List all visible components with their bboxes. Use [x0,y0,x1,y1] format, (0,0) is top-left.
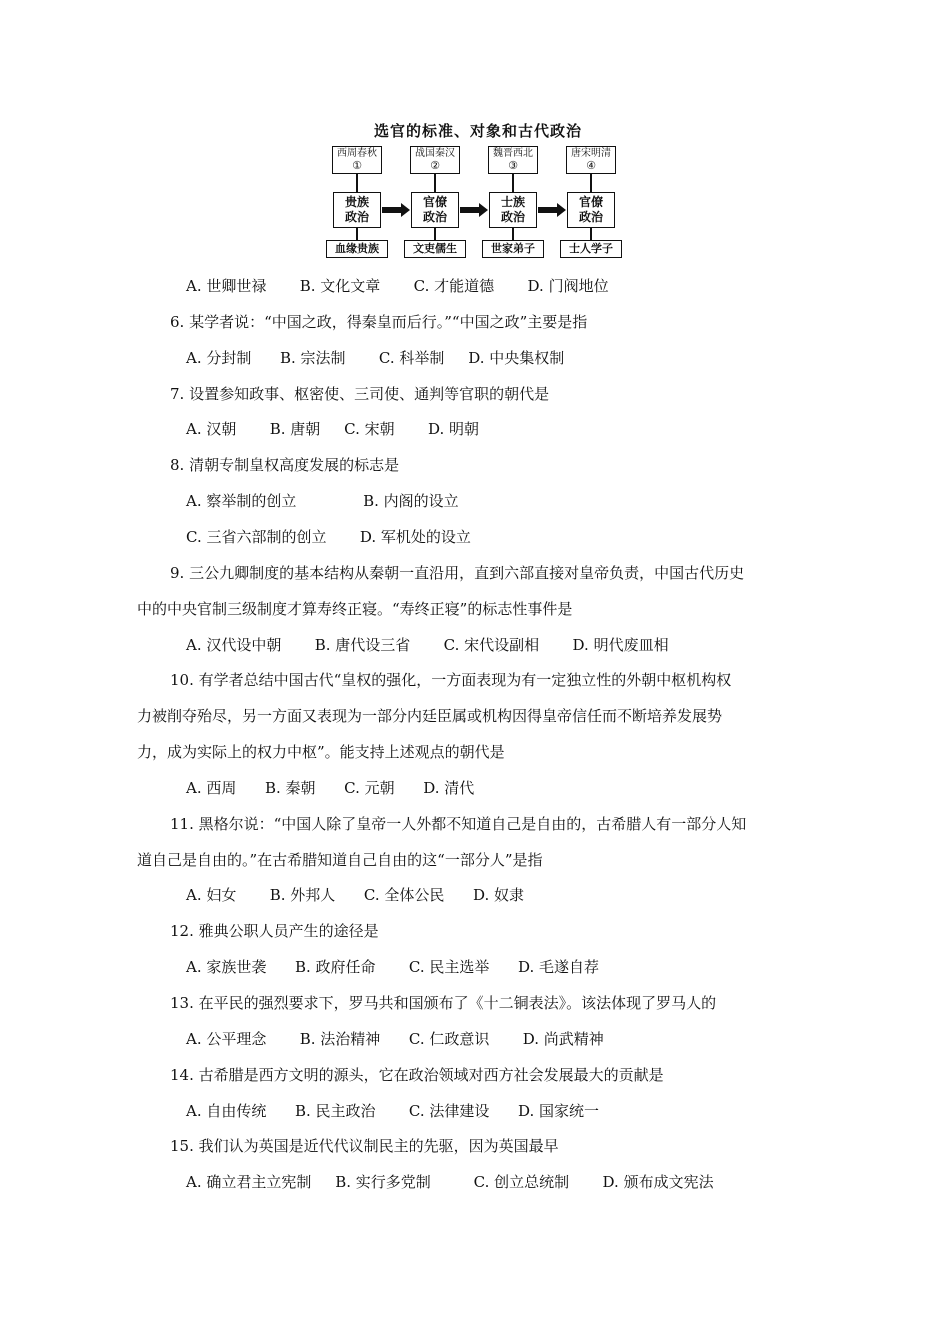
object-box: 士人学子 [560,240,622,258]
connector-line [434,174,436,192]
question-line: 8. 清朝专制皇权高度发展的标志是 [170,456,400,474]
system-label: 官僚 政治 [578,195,603,224]
arrow-icon [538,205,568,215]
period-number: ② [430,159,440,172]
connector-line [356,174,358,192]
system-box [489,192,537,228]
question-line: 9. 三公九卿制度的基本结构从秦朝一直沿用，直到六部直接对皇帝负责，中国古代历史 [170,564,745,582]
period-name: 西周春秋 [337,148,377,159]
connector-line [512,174,514,192]
selection-diagram [318,118,638,263]
question-line: 7. 设置参知政事、枢密使、三司使、通判等官职的朝代是 [170,385,550,403]
system-label: 士族 政治 [500,195,525,224]
answer-options: A. 察举制的创立 B. 内阁的设立 [186,492,459,510]
arrow-icon [382,205,412,215]
system-box [567,192,615,228]
diagram-title: 选官的标准、对象和古代政治 [373,122,582,140]
question-line: 15. 我们认为英国是近代代议制民主的先驱，因为英国最早 [170,1137,559,1155]
period-name: 魏晋西北 [493,148,533,159]
arrow-icon [460,205,490,215]
object-box: 文吏儒生 [404,240,466,258]
period-box [488,146,538,174]
answer-options: A. 汉代设中朝 B. 唐代设三省 C. 宋代设副相 D. 明代废皿相 [186,636,669,654]
answer-options: A. 分封制 B. 宗法制 C. 科举制 D. 中央集权制 [186,349,565,367]
question-line: 6. 某学者说：“中国之政，得秦皇而后行。”“中国之政”主要是指 [170,313,588,331]
system-label: 贵族 政治 [344,195,369,224]
connector-line [356,228,358,240]
connector-line [590,174,592,192]
question-line: 11. 黑格尔说：“中国人除了皇帝一人外都不知道自己是自由的，古希腊人有一部分人知 [170,815,747,833]
answer-options: A. 世卿世禄 B. 文化文章 C. 才能道德 D. 门阀地位 [186,277,609,295]
question-continuation: 力，成为实际上的权力中枢”。能支持上述观点的朝代是 [137,743,505,761]
answer-options: C. 三省六部制的创立 D. 军机处的设立 [186,528,471,546]
period-box [410,146,460,174]
answer-options: A. 自由传统 B. 民主政治 C. 法律建设 D. 国家统一 [186,1102,600,1120]
period-box [332,146,382,174]
period-name: 战国秦汉 [415,148,455,159]
question-line: 10. 有学者总结中国古代“皇权的强化，一方面表现为有一定独立性的外朝中枢机构权 [170,671,732,689]
period-number: ③ [508,159,518,172]
system-box [411,192,459,228]
connector-line [434,228,436,240]
answer-options: A. 西周 B. 秦朝 C. 元朝 D. 清代 [186,779,475,797]
period-number: ① [352,159,362,172]
question-continuation: 中的中央官制三级制度才算寿终正寝。“寿终正寝”的标志性事件是 [137,600,573,618]
system-label: 官僚 政治 [422,195,447,224]
period-name: 唐宋明清 [571,148,611,159]
question-line: 13. 在平民的强烈要求下，罗马共和国颁布了《十二铜表法》。该法体现了罗马人的 [170,994,717,1012]
period-box [566,146,616,174]
question-line: 12. 雅典公职人员产生的途径是 [170,922,379,940]
object-box: 世家弟子 [482,240,544,258]
answer-options: A. 确立君主立宪制 B. 实行多党制 C. 创立总统制 D. 颁布成文宪法 [186,1173,714,1191]
question-continuation: 力被削夺殆尽，另一方面又表现为一部分内廷臣属或机构因得皇帝信任而不断培养发展势 [137,707,723,725]
answer-options: A. 公平理念 B. 法治精神 C. 仁政意识 D. 尚武精神 [186,1030,604,1048]
question-line: 14. 古希腊是西方文明的源头，它在政治领域对西方社会发展最大的贡献是 [170,1066,664,1084]
object-box: 血缘贵族 [326,240,388,258]
question-continuation: 道自己是自由的。”在古希腊知道自己自由的这“一部分人”是指 [137,851,543,869]
connector-line [512,228,514,240]
connector-line [590,228,592,240]
answer-options: A. 汉朝 B. 唐朝 C. 宋朝 D. 明朝 [186,420,480,438]
period-number: ④ [586,159,596,172]
answer-options: A. 家族世袭 B. 政府任命 C. 民主选举 D. 毛遂自荐 [186,958,600,976]
answer-options: A. 妇女 B. 外邦人 C. 全体公民 D. 奴隶 [186,886,525,904]
system-box [333,192,381,228]
